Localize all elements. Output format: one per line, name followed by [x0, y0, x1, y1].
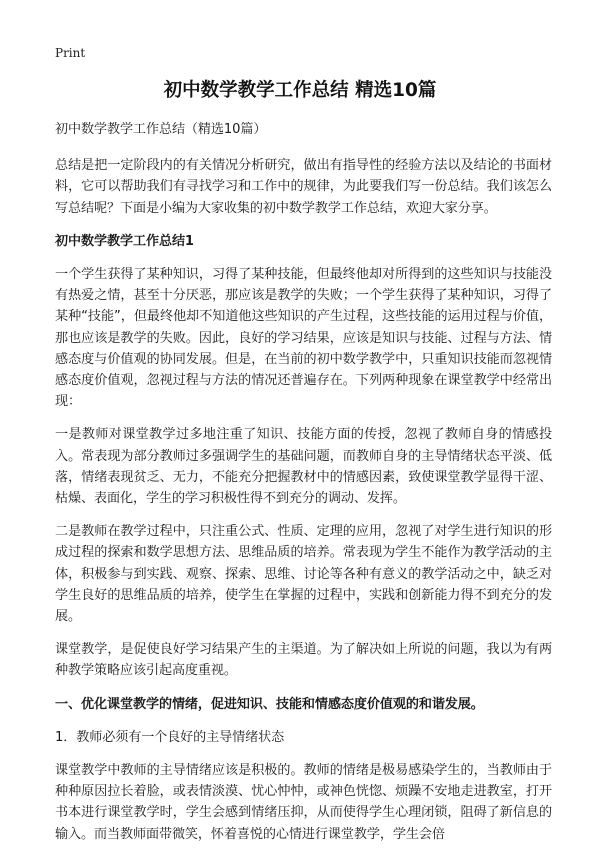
subsection-heading: 一、优化课堂教学的情绪，促进知识、技能和情感态度价值观的和谐发展。: [55, 696, 484, 712]
page-title: 初中数学教学工作总结 精选10篇: [163, 80, 437, 101]
point-heading: 1．教师必须有一个良好的主导情绪状态: [55, 729, 285, 745]
section-heading: 初中数学教学工作总结1: [55, 233, 194, 249]
article-subtitle: 初中数学教学工作总结（精选10篇）: [55, 122, 267, 137]
paragraph-3: 二是教师在教学过程中，只注重公式、性质、定理的应用，忽视了对学生进行知识的形成过程的探索和数学思想方法、思维品质的培养。常表现为学生不能作为教学活动的主体，积极参与到实践、观察、探索、思维、讨论等各种有意义的教学活动之中，缺乏对学生良好的思维品质的培养，使学生在掌握的过程中，实践和创新能力得不到充分的发展。: [55, 524, 552, 625]
paragraph-1: 一个学生获得了某种知识，习得了某种技能，但最终他却对所得到的这些知识与技能没有热爱之情，甚至十分厌恶，那应该是教学的失败；一个学生获得了某种知识，习得了某种“技能”，但最终他却不知道他这些知识的产生过程，这些技能的运用过程与价值，那也应该是教学的失败。因此，良好的学习结果，应该是知识与技能、过程与方法、情感态度与价值观的协同发展。但是，在当前的初中数学教学中，只重知识技能而忽视情感态度价值观，忽视过程与方法的情况还普遍存在。下列两种现象在课堂教学中经常出现：: [55, 267, 552, 410]
article-body: [55, 119, 552, 857]
print-link[interactable]: Print: [55, 46, 86, 60]
intro-paragraph: 总结是把一定阶段内的有关情况分析研究，做出有指导性的经验方法以及结论的书面材料，它可以帮助我们有寻找学习和工作中的规律，为此要我们写一份总结。我们该怎么写总结呢？下面是小编为大家收集的初中数学教学工作总结，欢迎大家分享。: [55, 158, 552, 216]
paragraph-5: 课堂教学中教师的主导情绪应该是积极的。教师的情绪是极易感染学生的，当教师由于种种原因拉长着脸，或表情淡漠、忧心忡忡，或神色恍惚、烦躁不安地走进教室，打开书本进行课堂教学时，学生会感到情绪压抑，从而使得学生心理闭锁，阻碍了新信息的输入。而当教师面带微笑，怀着喜悦的心情进行课堂教学，学生会倍: [55, 763, 552, 842]
paragraph-4: 课堂教学，是促使良好学习结果产生的主渠道。为了解决如上所说的问题，我以为有两种教学策略应该引起高度重视。: [55, 642, 552, 679]
paragraph-2: 一是教师对课堂教学过多地注重了知识、技能方面的传授，忽视了教师自身的情感投入。常表现为部分教师过多强调学生的基础问题，而教师自身的主导情绪状态平淡、低落，情绪表现贫乏、无力，不能充分把握教材中的情感因素，致使课堂教学显得干涩、枯燥、表面化，学生的学习积极性得不到充分的调动、发挥。: [55, 427, 552, 507]
